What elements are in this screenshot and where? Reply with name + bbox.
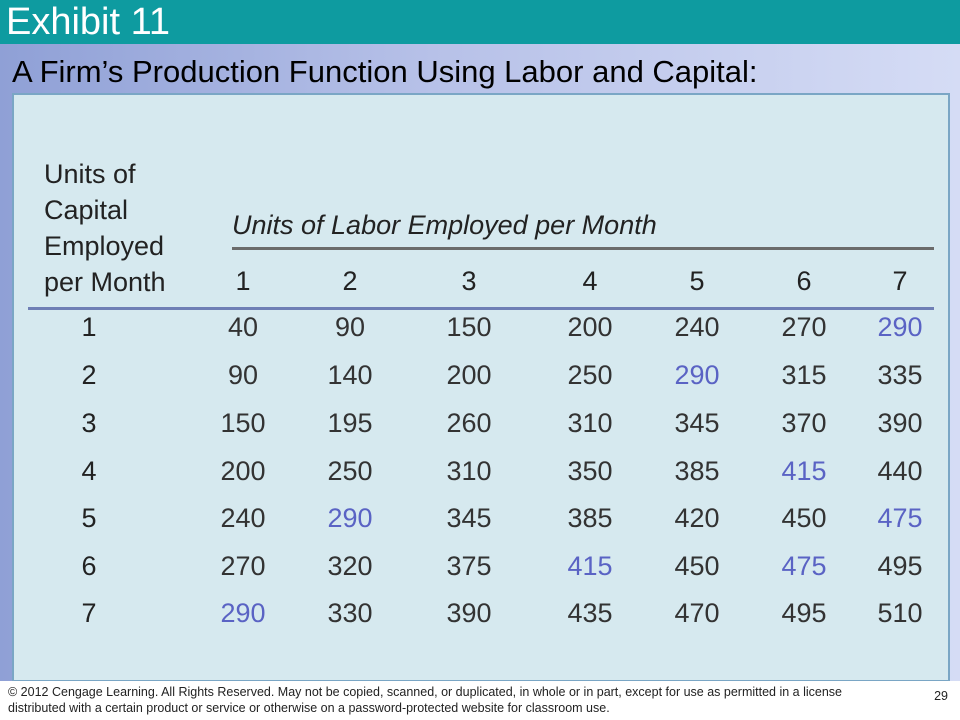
capital-unit-label: 3: [81, 408, 97, 438]
output-cell: 495: [781, 598, 827, 628]
title-line-1: A Firm’s Production Function Using Labor and Capital:: [12, 54, 758, 89]
output-cell: 240: [674, 312, 720, 342]
capital-header-line: Units of: [44, 159, 136, 189]
output-cell: 435: [567, 598, 613, 628]
capital-unit-label: 4: [81, 456, 97, 486]
output-cell: 40: [227, 312, 259, 342]
capital-header-line: Employed: [44, 231, 165, 261]
output-cell: 375: [446, 551, 492, 581]
labor-unit-header: 7: [892, 266, 908, 296]
output-cell: 345: [446, 503, 492, 533]
capital-unit-label: 7: [81, 598, 97, 628]
output-cell: 470: [674, 598, 720, 628]
labor-unit-header: 4: [582, 266, 598, 296]
output-cell: 350: [567, 456, 613, 486]
labor-unit-header: 5: [689, 266, 705, 296]
output-cell: 415: [567, 551, 613, 581]
output-cell: 510: [877, 598, 923, 628]
labor-unit-header: 3: [461, 266, 477, 296]
output-cell: 200: [446, 360, 492, 390]
output-cell: 250: [327, 456, 373, 486]
output-cell: 290: [327, 503, 373, 533]
output-cell: 290: [674, 360, 720, 390]
output-cell: 150: [220, 408, 266, 438]
output-cell: 195: [327, 408, 373, 438]
output-cell: 335: [877, 360, 923, 390]
output-cell: 390: [877, 408, 923, 438]
output-cell: 320: [327, 551, 373, 581]
output-cell: 270: [781, 312, 827, 342]
copyright-notice: © 2012 Cengage Learning. All Rights Reserved. May not be copied, scanned, or duplicated, in whole or in part, except for use as permitted in a license distributed with a certain product or service or otherwise on a password-protected website for classroom use.: [8, 685, 843, 715]
capital-header: [44, 156, 166, 300]
output-cell: 90: [334, 312, 366, 342]
output-cell: 315: [781, 360, 827, 390]
output-cell: 385: [567, 503, 613, 533]
capital-unit-label: 6: [81, 551, 97, 581]
output-cell: 140: [327, 360, 373, 390]
labor-unit-header: 2: [342, 266, 358, 296]
output-cell: 330: [327, 598, 373, 628]
page-number: 29: [934, 689, 948, 703]
labor-unit-header: 6: [796, 266, 812, 296]
output-cell: 370: [781, 408, 827, 438]
output-cell: 90: [227, 360, 259, 390]
capital-unit-label: 5: [81, 503, 97, 533]
output-cell: 310: [567, 408, 613, 438]
output-cell: 250: [567, 360, 613, 390]
output-cell: 450: [674, 551, 720, 581]
output-cell: 310: [446, 456, 492, 486]
labor-header: Units of Labor Employed per Month: [232, 210, 657, 240]
output-cell: 260: [446, 408, 492, 438]
output-cell: 200: [567, 312, 613, 342]
output-cell: 270: [220, 551, 266, 581]
output-cell: 150: [446, 312, 492, 342]
labor-unit-header: 1: [235, 266, 251, 296]
output-cell: 290: [877, 312, 923, 342]
column-header-divider: [28, 307, 934, 310]
exhibit-bar: [0, 0, 960, 44]
capital-header-line: Capital: [44, 195, 129, 225]
output-cell: 290: [220, 598, 266, 628]
output-cell: 420: [674, 503, 720, 533]
footer: [0, 681, 960, 720]
output-cell: 440: [877, 456, 923, 486]
capital-unit-label: 1: [81, 312, 97, 342]
output-cell: 495: [877, 551, 923, 581]
output-cell: 475: [877, 503, 923, 533]
header-divider: [232, 247, 934, 250]
output-cell: 390: [446, 598, 492, 628]
output-cell: 415: [781, 456, 827, 486]
output-cell: 385: [674, 456, 720, 486]
output-cell: 345: [674, 408, 720, 438]
exhibit-label: Exhibit 11: [6, 1, 171, 43]
output-cell: 240: [220, 503, 266, 533]
capital-header-line: per Month: [44, 267, 166, 297]
output-cell: 475: [781, 551, 827, 581]
output-cell: 200: [220, 456, 266, 486]
output-cell: 450: [781, 503, 827, 533]
capital-unit-label: 2: [81, 360, 97, 390]
